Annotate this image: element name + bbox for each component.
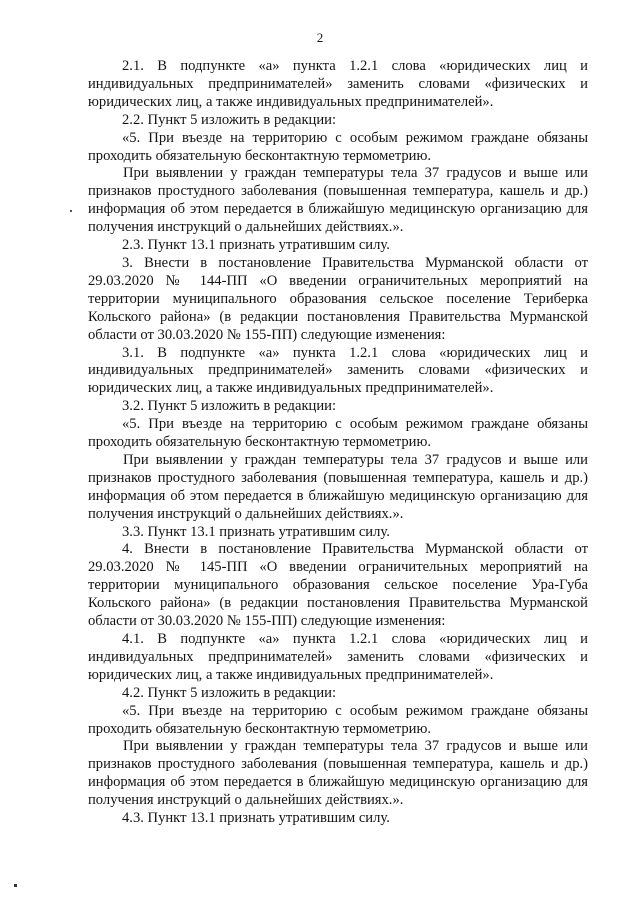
- paragraph-3-1: 3.1. В подпункте «а» пункта 1.2.1 слова «юридических лиц и индивидуальных предпринимателей» заменить словами «физических и юридических лиц, а также индивидуальных предпринимателей».: [88, 344, 588, 397]
- scan-speck: [70, 210, 72, 212]
- paragraph-2-2-quote-cont: При выявлении у граждан температуры тела 37 градусов и выше или признаков простудного заболевания (повышенная температура, кашель и др.) информация об этом передается в ближайшую медицинскую организацию для получения инструкций о дальнейших действиях.».: [88, 165, 588, 236]
- paragraph-4-2: 4.2. Пункт 5 изложить в редакции:: [122, 684, 337, 701]
- scan-speck: [14, 884, 17, 887]
- document-body: [88, 58, 588, 828]
- paragraph-2-3: 2.3. Пункт 13.1 признать утратившим силу.: [122, 237, 390, 254]
- paragraph-4: 4. Внести в постановление Правительства Мурманской области от 29.03.2020 № 145-ПП «О введении ограничительных мероприятий на территории муниципального образования сельское поселение Ура-Губа Кольского района» (в редакции постановления Правительства Мурманской области от 30.03.2020 № 155-ПП) следующие изменения:: [88, 541, 588, 630]
- page-number: 2: [316, 30, 324, 45]
- paragraph-2-2: 2.2. Пункт 5 изложить в редакции:: [122, 111, 337, 128]
- paragraph-4-2-quote: «5. При въезде на территорию с особым режимом граждане обязаны проходить обязательную бесконтактную термометрию.: [88, 702, 588, 737]
- paragraph-3: 3. Внести в постановление Правительства Мурманской области от 29.03.2020 № 144-ПП «О введении ограничительных мероприятий на территории муниципального образования сельское поселение Териберка Кольского района» (в редакции постановления Правительства Мурманской области от 30.03.2020 № 155-ПП) следующие изменения:: [88, 254, 588, 343]
- paragraph-3-3: 3.3. Пункт 13.1 признать утратившим силу.: [122, 523, 390, 540]
- paragraph-2-1: 2.1. В подпункте «а» пункта 1.2.1 слова «юридических лиц и индивидуальных предпринимателей» заменить словами «физических и юридических лиц, а также индивидуальных предпринимателей».: [88, 58, 588, 110]
- paragraph-3-2: 3.2. Пункт 5 изложить в редакции:: [122, 398, 337, 415]
- paragraph-4-1: 4.1. В подпункте «а» пункта 1.2.1 слова «юридических лиц и индивидуальных предпринимателей» заменить словами «физических и юридических лиц, а также индивидуальных предпринимателей».: [88, 631, 588, 683]
- paragraph-3-2-quote: «5. При въезде на территорию с особым режимом граждане обязаны проходить обязательную бесконтактную термометрию.: [88, 416, 588, 451]
- paragraph-3-2-quote-cont: При выявлении у граждан температуры тела 37 градусов и выше или признаков простудного заболевания (повышенная температура, кашель и др.) информация об этом передается в ближайшую медицинскую организацию для получения инструкций о дальнейших действиях.».: [88, 451, 588, 522]
- paragraph-2-2-quote: «5. При въезде на территорию с особым режимом граждане обязаны проходить обязательную бесконтактную термометрию.: [88, 129, 588, 164]
- paragraph-4-3: 4.3. Пункт 13.1 признать утратившим силу.: [122, 810, 390, 827]
- paragraph-4-2-quote-cont: При выявлении у граждан температуры тела 37 градусов и выше или признаков простудного заболевания (повышенная температура, кашель и др.) информация об этом передается в ближайшую медицинскую организацию для получения инструкций о дальнейших действиях.».: [88, 738, 588, 809]
